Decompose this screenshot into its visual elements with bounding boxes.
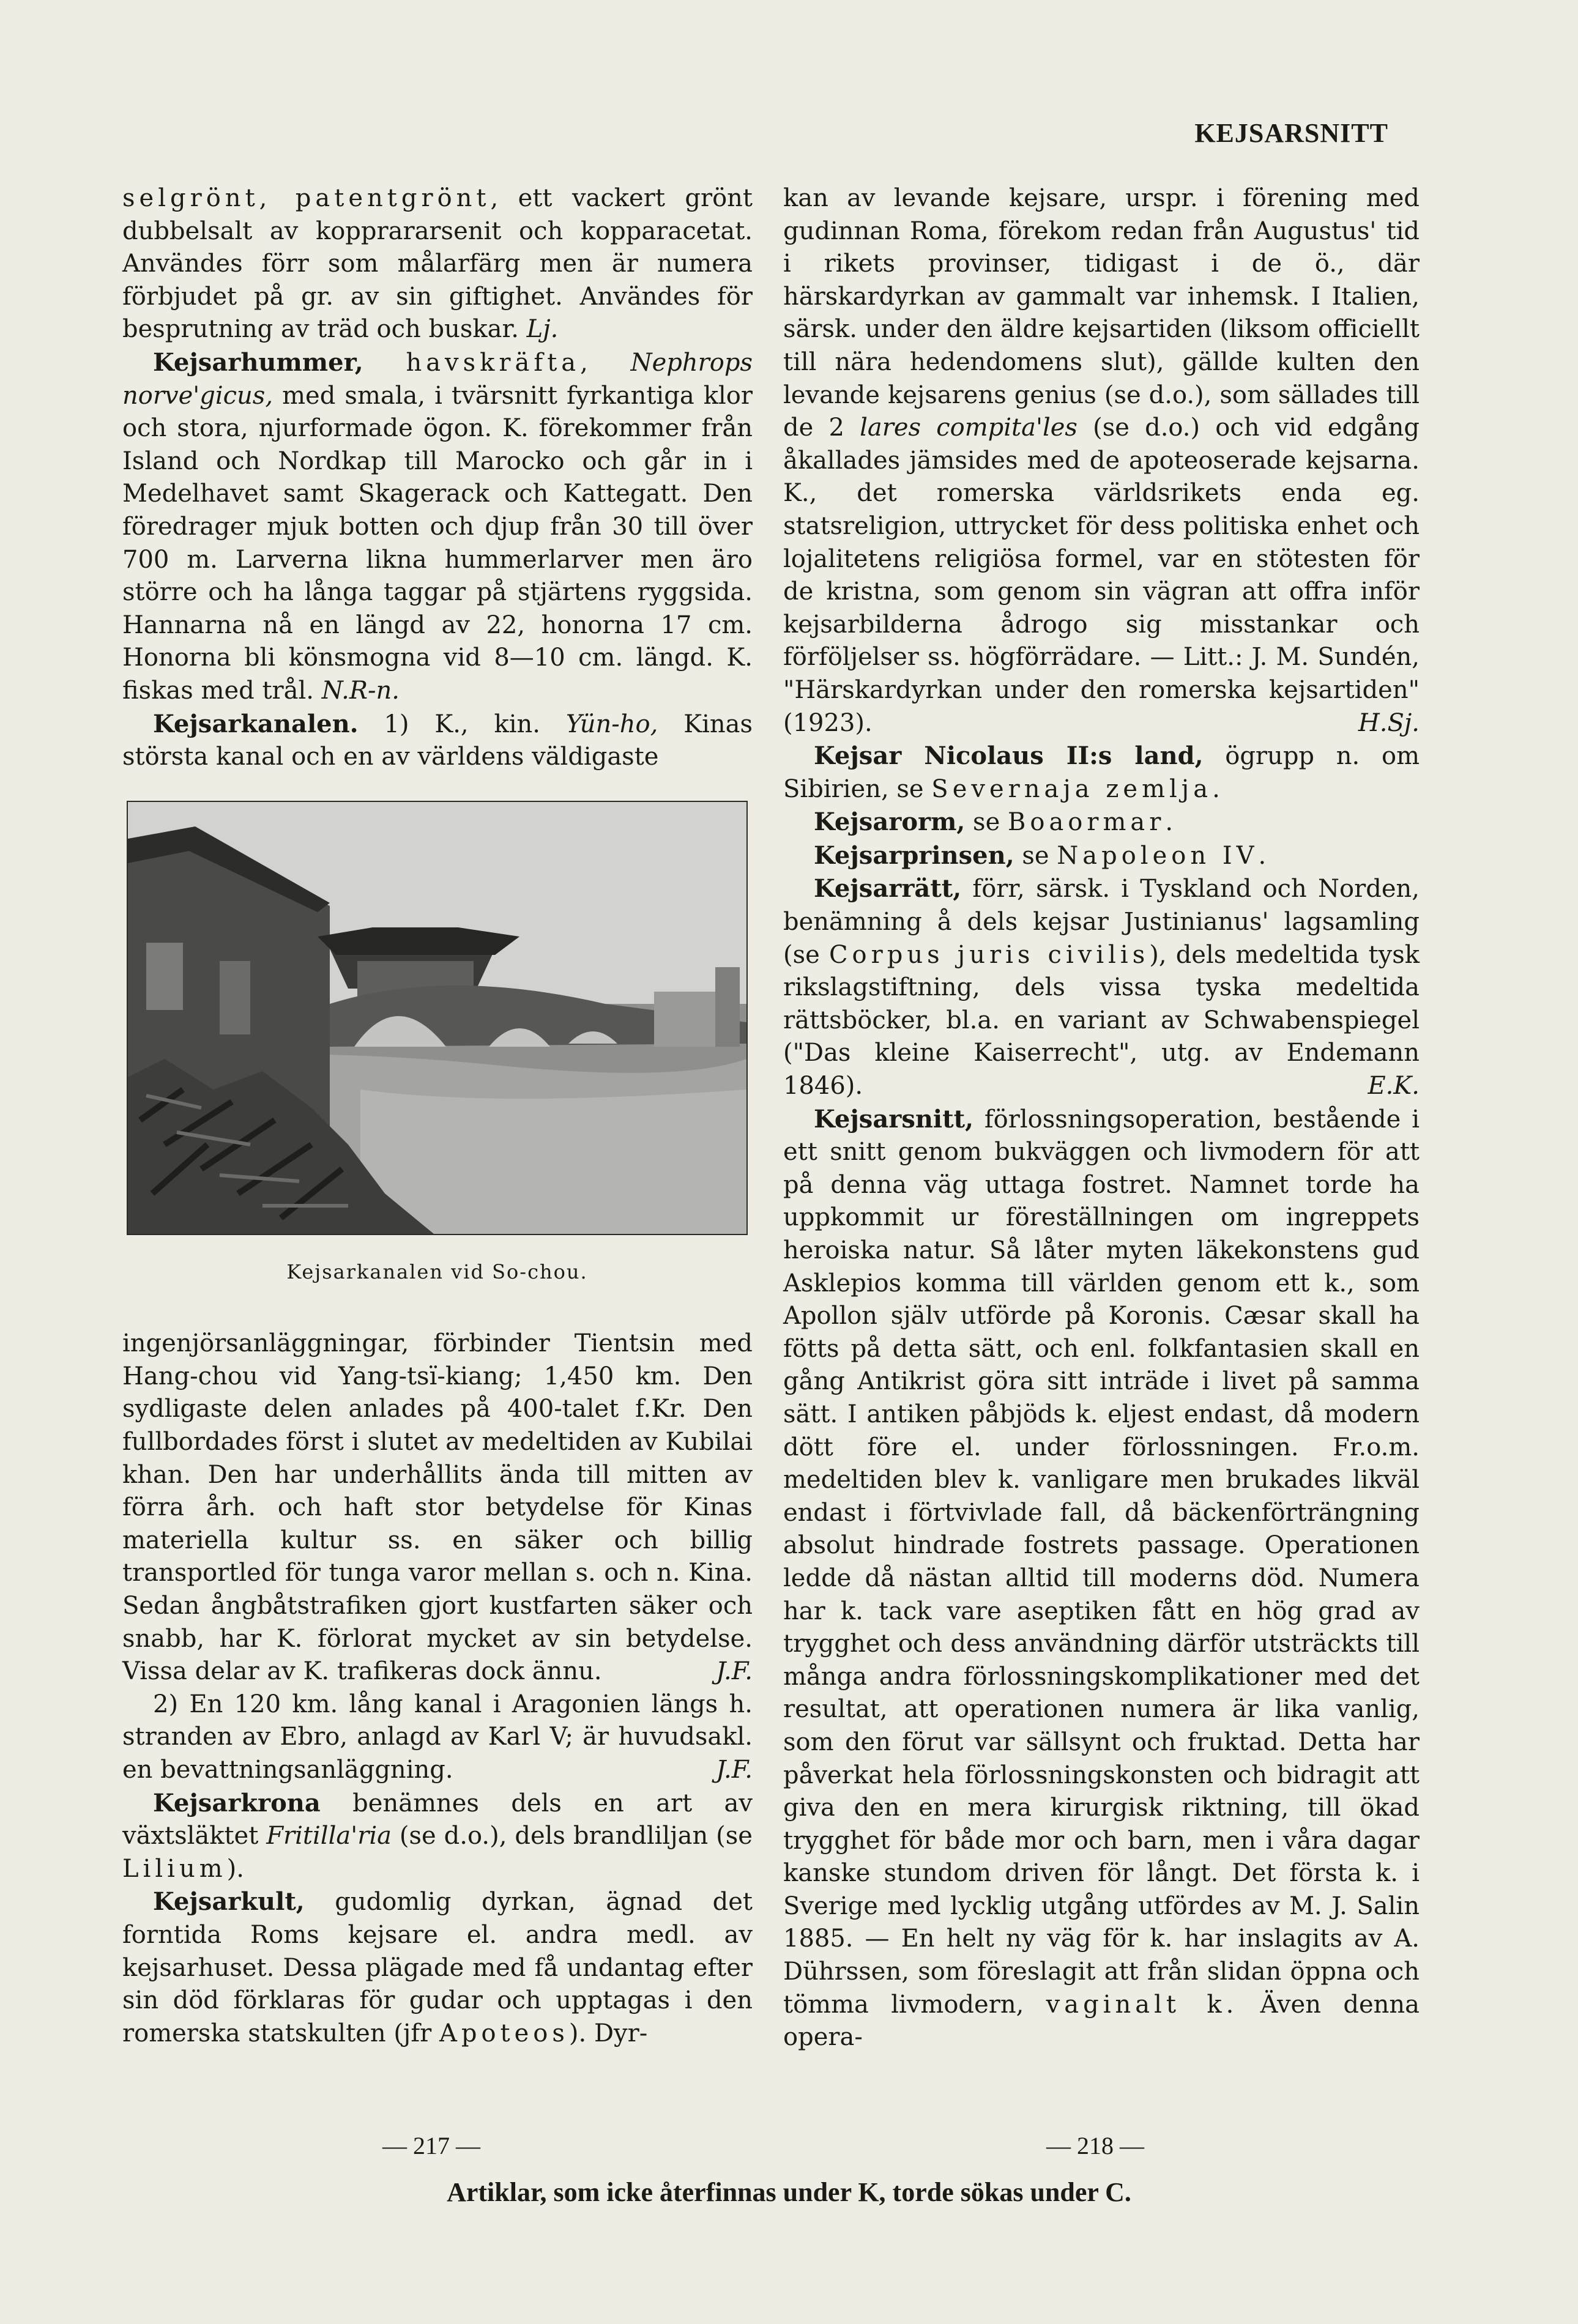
running-header: KEJSARSNITT — [1194, 118, 1388, 148]
entry-kejsarprinsen: Kejsarprinsen, se Napoleon IV. — [814, 841, 1267, 870]
headword: Kejsar Nicolaus II:s land, — [814, 741, 1204, 771]
term-spaced: selgrönt, patentgrönt — [122, 184, 491, 212]
canal-illustration — [128, 802, 746, 1234]
figure-canal — [127, 801, 748, 1289]
entry-kejsarratt: Kejsarrätt, förr, särsk. i Tyskland och Norden, benämning å dels kejsar Justinianus' lagsamling (se Corpus juris civilis), dels medeltida tysk rikslagstiftning, dels vissa tyska medeltida rättsböcker, bl.a. en variant av Schwabenspiegel ("Das kleine Kaiserrecht", utg. av Endemann 1846). E.K. — [783, 872, 1420, 1102]
headword: Kejsarrätt, — [814, 874, 962, 904]
entry-selgront: selgrönt, patentgrönt, ett vackert grönt dubbelsalt av kopprararsenit och kopparacetat. Användes förr som målarfärg men är numera förbjudet på gr. av sin giftighet. Användes för besprutning av träd och buskar. Lj. — [122, 184, 753, 344]
author-signature: Lj. — [526, 315, 559, 344]
footer-note: Artiklar, som icke återfinnas under K, torde sökas under C. — [447, 2177, 1131, 2207]
author-signature: J.F. — [716, 1657, 753, 1686]
entry-kejsarkanalen-2: 2) En 120 km. lång kanal i Aragonien längs h. stranden av Ebro, anlagd av Karl V; är huvudsakl. en bevattningsanläggning. J.F. — [122, 1688, 753, 1787]
entry-kejsar-nicolaus: Kejsar Nicolaus II:s land, ögrupp n. om Sibirien, se Severnaja zemlja. — [783, 741, 1420, 803]
headword: Kejsarkanalen. — [153, 709, 359, 738]
headword: Kejsarhummer, — [153, 347, 363, 377]
headword: Kejsarkrona — [153, 1788, 321, 1817]
entry-kejsarkult-cont: kan av levande kejsare, urspr. i förening med gudinnan Roma, förekom redan från Augustus' tid i rikets provinser, tidigast i de ö., där härskardyrkan av gammalt var inhemsk. I Italien, särsk. under den äldre kejsartiden (liksom officiellt till nära hedendomens slut), gällde kulten den levande kejsarens genius (se d.o.), som sällades till de 2 lares compita'les (se d.o.) och vid edgång åkallades jämsides med de apoteoserade kejsarna. K., det romerska världsrikets enda eg. statsreligion, uttrycket för dess politiska enhet och lojalitetens religiösa formel, var en stötesten för de kristna, som genom sin vägran att offra inför kejsarbilderna ådrogo sig misstankar och förföljelser ss. högförrädare. — Litt.: J. M. Sundén, "Härskardyrkan under den romerska kejsartiden" (1923). H.Sj. — [783, 182, 1420, 740]
entry-kejsarkult: Kejsarkult, gudomlig dyrkan, ägnad det forntida Roms kejsare el. andra medl. av kejsarhuset. Dessa plägade med få undantag efter sin död förklaras för gudar och upptagas i den romerska statskulten (jfr Apoteos). Dyr- — [122, 1887, 753, 2047]
entry-kejsarorm: Kejsarorm, se Boaormar. — [814, 807, 1174, 837]
entry-kejsarkrona: Kejsarkrona benämnes dels en art av växtsläktet Fritilla'ria (se d.o.), dels brandliljan (se Lilium). — [122, 1788, 753, 1883]
canal-photo — [127, 801, 748, 1235]
entry-kejsarsnitt: Kejsarsnitt, förlossningsoperation, bestående i ett snitt genom bukväggen och livmodern för att på denna väg uttaga fostret. Namnet torde ha uppkommit ur föreställningen om ingreppets heroiska natur. Så låter myten läkekonstens gud Asklepios komma till världen genom ett k., som Apollon själv utförde på Koronis. Cæsar skall ha fötts på detta sätt, och enl. folkfantasien skall en gång Antikrist göra sitt inträde i livet på samma sätt. I antiken påbjöds k. eljest endast, då modern dött före el. under förlossningen. Fr.o.m. medeltiden blev k. vanligare men brukades likväl endast i förtvivlade fall, då bäckenförträngning absolut hindrade fostrets passage. Operationen ledde då nästan alltid till moderns död. Numera har k. tack vare aseptiken fått en hög grad av trygghet och dess användning därför utsträckts till många andra förlossningskomplikationer med det resultat, att operationen numera är lika vanlig, som den förut var sällsynt och fruktad. Detta har påverkat hela förlossningskonsten och bidragit att giva den en mera kirurgisk riktning, till ökad trygghet för både mor och barn, men i våra dagar kanske stundom driven för långt. Det första k. i Sverige med lycklig utgång utfördes av M. J. Salin 1885. — En helt ny väg för k. har inslagits av A. Dührssen, som föreslagit att från slidan öppna och tömma livmodern, vaginalt k. Även denna opera- — [783, 1104, 1420, 2052]
entry-kejsarhummer: Kejsarhummer, havskräfta, Nephrops norve'gicus, med smala, i tvärsnitt fyrkantiga klor och stora, njurformade ögon. K. förekommer från Island och Nordkap till Marocko och går in i Medelhavet samt Skagerack och Kattegatt. Den föredrager mjuk botten och djup från 30 till över 700 m. Larverna likna hummerlarver men äro större och ha långa taggar på stjärtens ryggsida. Hannarna nå en längd av 22, honorna 17 cm. Honorna bli könsmogna vid 8—10 cm. längd. K. fiskas med trål. N.R-n. — [122, 347, 753, 705]
headword: Kejsarprinsen, — [814, 841, 1014, 870]
headword: Kejsarkult, — [153, 1887, 305, 1917]
author-signature: H.Sj. — [1358, 708, 1420, 737]
author-signature: E.K. — [1368, 1072, 1420, 1101]
entry-kejsarkanalen: Kejsarkanalen. 1) K., kin. Yün-ho, Kinas största kanal och en av världens väldigaste — [122, 709, 753, 771]
page-number-left: — 217 — — [382, 2132, 480, 2159]
right-column — [783, 182, 1420, 2054]
headword: Kejsarorm, — [814, 807, 966, 837]
entry-kejsarkanalen-cont: ingenjörsanläggningar, förbinder Tientsin med Hang-chou vid Yang-tsï-kiang; 1,450 km. Den sydligaste delen anlades på 400-talet f.Kr. Den fullbordades först i slutet av medeltiden av Kubilai khan. Den har underhållits ända till mitten av förra årh. och haft stor betydelse för Kinas materiella kultur ss. en säker och billig transportled för tunga varor mellan s. och n. Kina. Sedan ångbåtstrafiken gjort kustfarten säker och snabb, har K. förlorat mycket av sin betydelse. Vissa delar av K. trafikeras dock ännu. J.F. — [122, 1327, 753, 1688]
author-signature: J.F. — [716, 1756, 753, 1784]
author-signature: N.R-n. — [321, 676, 400, 705]
left-column — [122, 182, 753, 2050]
page-number-right: — 218 — — [1046, 2132, 1144, 2159]
figure-caption: Kejsarkanalen vid So-chou. — [286, 1260, 588, 1283]
headword: Kejsarsnitt, — [814, 1104, 973, 1134]
